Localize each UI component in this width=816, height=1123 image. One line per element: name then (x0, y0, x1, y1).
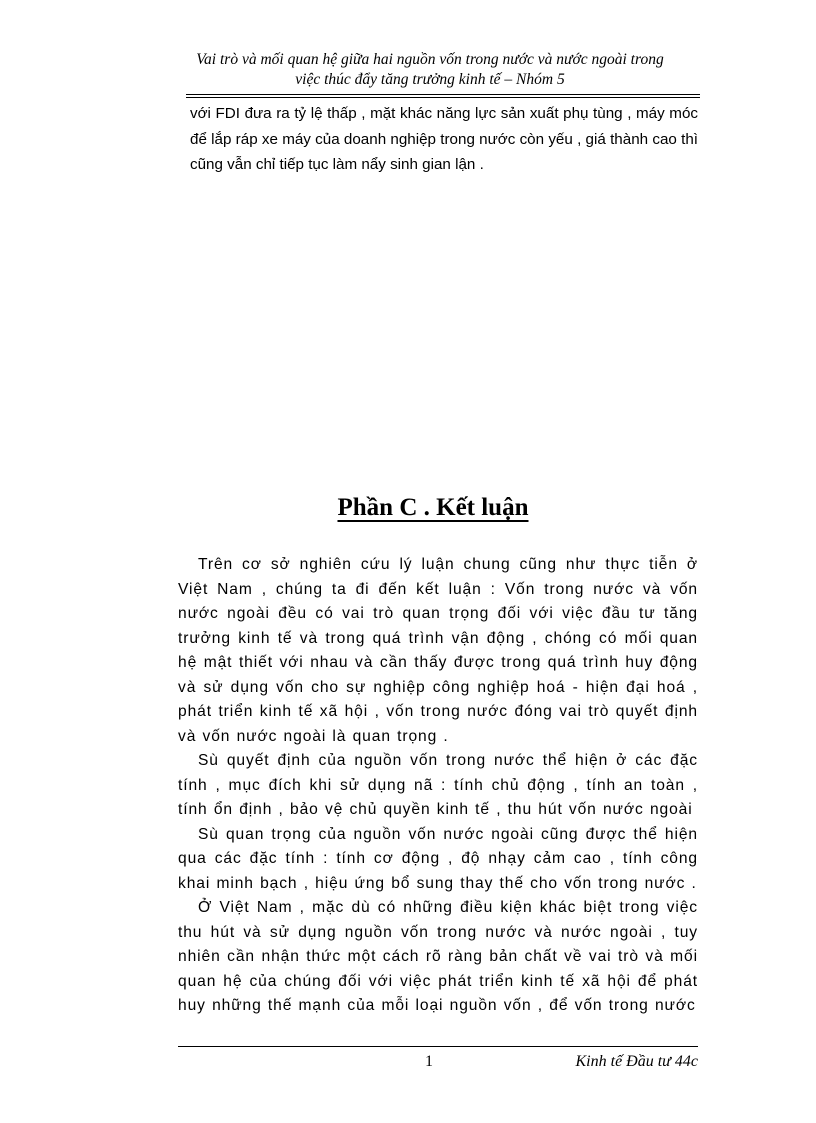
conclusion-body (178, 553, 698, 1019)
page-number: 1 (425, 1053, 433, 1070)
footer-divider (178, 1046, 698, 1047)
header-divider-thin (186, 97, 700, 98)
section-title-text: Phần C . Kết luận (337, 494, 529, 521)
carryover-text-block (190, 101, 698, 178)
section-title (0, 492, 816, 524)
conclusion-paragraph-1: Trên cơ sở nghiên cứu lý luận chung cũng như thực tiễn ở Việt Nam , chúng ta đi đến kết luận : Vốn trong nước và vốn nước ngoài đều có vai trò quan trọng đối với việc đầu tư tăng trưởng kinh tế và trong quá trình vận động , chóng có mối quan hệ mật thiết với nhau và cần thấy được trong quá trình huy động và sử dụng vốn cho sự nghiệp công nghiệp hoá - hiện đại hoá , phát triển kinh tế xã hội , vốn trong nước đóng vai trò quyết định và vốn nước ngoài là quan trọng . (178, 556, 698, 745)
conclusion-paragraph-2: Sù quyết định của nguồn vốn trong nước thể hiện ở các đặc tính , mục đích khi sử dụng nã : tính chủ động , tính an toàn , tính ổn định , bảo vệ chủ quyền kinh tế , thu hút vốn nước ngoài (178, 752, 698, 818)
footer-course-label: Kinh tế Đầu tư 44c (575, 1053, 698, 1070)
running-header-line-2: việc thúc đẩy tăng trưởng kinh tế – Nhóm 5 (295, 71, 565, 88)
header-divider (186, 94, 700, 95)
conclusion-paragraph-4: Ở Việt Nam , mặc dù có những điều kiện khác biệt trong việc thu hút và sử dụng nguồn vốn trong nước và nước ngoài , tuy nhiên cần nhận thức một cách rõ ràng bản chất về vai trò và mối quan hệ của chúng đối với việc phát triển kinh tế xã hội để phát huy những thế mạnh của mỗi loại nguồn vốn , để vốn trong nước (178, 899, 698, 1014)
carryover-paragraph: với FDI đưa ra tỷ lệ thấp , mặt khác năng lực sản xuất phụ tùng , máy móc để lắp ráp xe máy của doanh nghiệp trong nước còn yếu , giá thành cao thì cũng vẫn chỉ tiếp tục làm nẩy sinh gian lận . (190, 105, 698, 173)
running-header (150, 50, 710, 90)
conclusion-paragraph-3: Sù quan trọng của nguồn vốn nước ngoài cũng được thể hiện qua các đặc tính : tính cơ động , độ nhạy cảm cao , tính công khai minh bạch , hiệu ứng bổ sung thay thế cho vốn trong nước . (178, 825, 698, 892)
running-header-line-1: Vai trò và mối quan hệ giữa hai nguồn vốn trong nước và nước ngoài trong (196, 51, 664, 68)
